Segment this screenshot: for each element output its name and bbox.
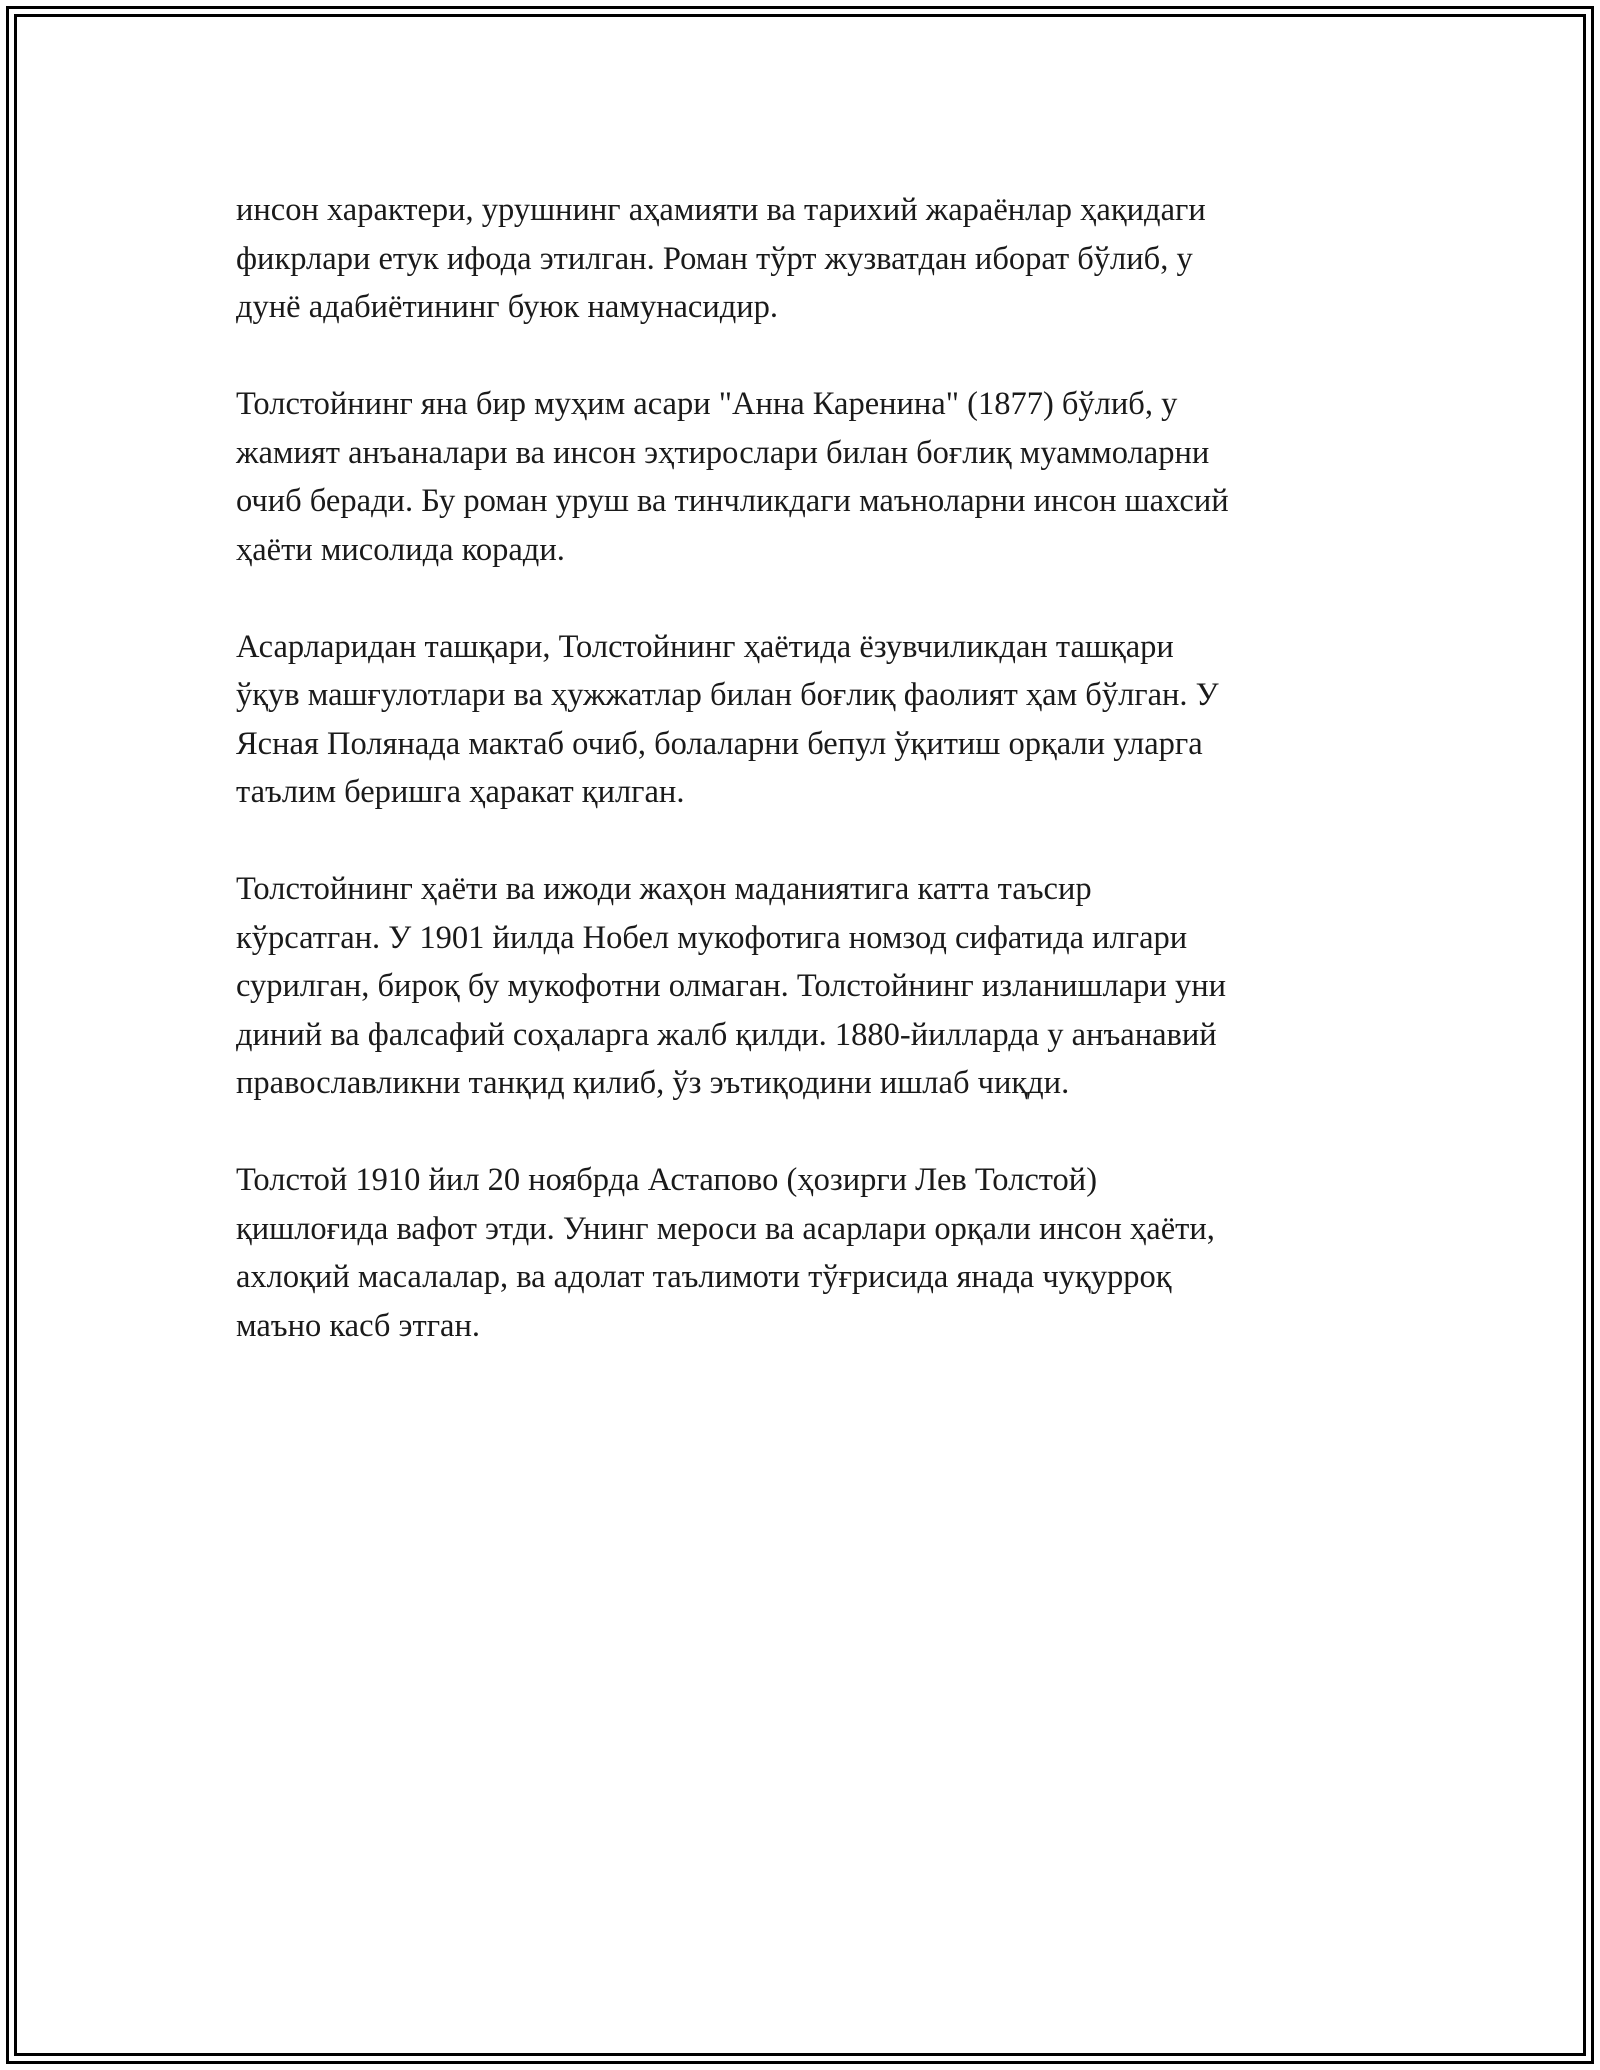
text-line: Толстой 1910 йил 20 ноябрда Астапово (ҳозирги Лев Толстой): [236, 1162, 1098, 1198]
paragraph-4: [236, 865, 1396, 1108]
text-line: диний ва фалсафий соҳаларга жалб қилди. 1880-йилларда у анъанавий: [236, 1016, 1217, 1053]
text-line: Толстойнинг яна бир муҳим асари "Анна Каренина" (1877) бўлиб, у: [236, 386, 1178, 422]
paragraph-5: [236, 1156, 1396, 1350]
text-line: ҳаёти мисолида коради.: [236, 531, 565, 568]
text-line: қишлоғида вафот этди. Унинг мероси ва асарлари орқали инсон ҳаёти,: [236, 1210, 1215, 1247]
paragraph-3: [236, 623, 1396, 817]
text-line: очиб беради. Бу роман уруш ва тинчликдаги маъноларни инсон шахсий: [236, 483, 1229, 519]
text-line: Толстойнинг ҳаёти ва ижоди жаҳон маданиятига катта таъсир: [236, 871, 1092, 907]
text-line: Ясная Полянада мактаб очиб, болаларни бепул ўқитиш орқали уларга: [236, 725, 1203, 762]
text-line: ўқув машғулотлари ва ҳужжатлар билан боғлиқ фаолият ҳам бўлган. У: [236, 677, 1219, 713]
text-line: дунё адабиётининг буюк намунасидир.: [236, 289, 779, 325]
paragraph-2: [236, 380, 1396, 574]
text-line: таълим беришга ҳаракат қилган.: [236, 774, 685, 810]
text-line: маъно касб этган.: [236, 1307, 480, 1344]
paragraph-1: [236, 186, 1396, 332]
document-body: [236, 186, 1396, 1399]
text-line: жамият анъаналари ва инсон эҳтирослари билан боғлиқ муаммоларни: [236, 434, 1210, 471]
text-line: кўрсатган. У 1901 йилда Нобел мукофотига номзод сифатида илгари: [236, 919, 1188, 956]
text-line: фикрлари етук ифода этилган. Роман тўрт жузватдан иборат бўлиб, у: [236, 240, 1193, 277]
text-line: Асарларидан ташқари, Толстойнинг ҳаётида ёзувчиликдан ташқари: [236, 628, 1174, 665]
text-line: ахлоқий масалалар, ва адолат таълимоти тўғрисида янада чуқурроқ: [236, 1259, 1172, 1295]
text-line: инсон характери, урушнинг аҳамияти ва тарихий жараёнлар ҳақидаги: [236, 192, 1206, 228]
text-line: православликни танқид қилиб, ўз эътиқодини ишлаб чиқди.: [236, 1065, 1070, 1101]
text-line: сурилган, бироқ бу мукофотни олмаган. Толстойнинг изланишлари уни: [236, 968, 1226, 1004]
